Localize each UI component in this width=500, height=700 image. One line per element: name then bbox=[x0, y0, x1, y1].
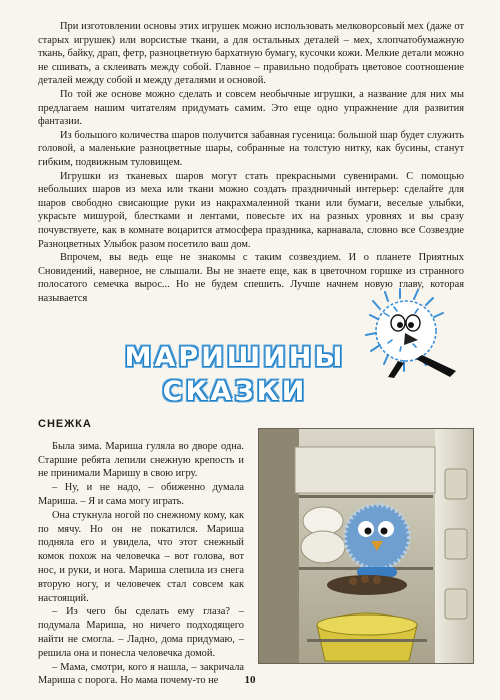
story-heading: СНЕЖКА bbox=[38, 418, 92, 430]
intro-paragraph: Из большого количества шаров получится забавная гусеница: большой шар будет служить головой, а маленькие разноцветные шары, собранные на толстую нитку, как бусины, станут гибким, подвижным туловищем. bbox=[38, 129, 464, 168]
story-paragraph: – Мама, смотри, кого я нашла, – закричала Мариша с порога. Но мама почему-то не bbox=[38, 661, 244, 687]
story-paragraph: – Ну, и не надо, – обиженно думала Мариша. – Я и сама могу играть. bbox=[38, 482, 244, 507]
mascot-feet bbox=[416, 355, 456, 377]
title-line-2: СКАЗКИ bbox=[162, 376, 308, 407]
intro-paragraph: Впрочем, вы ведь еще не знакомы с таким созвездием. И о планете Приятных Сновидений, наверное, не слышали. Вы не знаете еще, как в цветочном горшке из странного полосатого семечка вырос... Но не будем спешить. Лучше начнем новую главу, которая называется bbox=[38, 252, 464, 304]
title-line-1: МАРИШИНЫ bbox=[124, 342, 346, 373]
intro-paragraph: Игрушки из тканевых шаров могут стать прекрасными сувенирами. С помощью небольших шаров из меха или ткани можно создать праздничный интерьер: сделайте для шаров свободно свисающие руки из накрахмаленной ткани или бумаги, веселые улыбки, украсьте мишурой, блестками и лентами, повесьте их на разных уровнях и вы сразу почувствуете, как в комнате воцарится атмосфера праздника, карнавала, словно все Созвездие Разноцветных Улыбок разом посетило ваш дом. bbox=[38, 170, 464, 250]
intro-paragraph: По той же основе можно сделать и совсем необычные игрушки, а название для них мы предлагаем нашим читателям придумать самим. Это еще одно упражнение для развития фантазии. bbox=[38, 88, 464, 128]
fridge-photo bbox=[258, 428, 474, 664]
fridge-photo-illustration bbox=[259, 429, 473, 663]
story-paragraph: – Из чего бы сделать ему глаза? – подумала Мариша, но ничего подходящего найти не смогла. – Ладно, дома придумаю, – решила она и понесла человечка домой. bbox=[38, 606, 244, 659]
intro-paragraph: При изготовлении основы этих игрушек можно использовать мелковорсовый мех (даже от старых игрушек) или ворсистые ткани, а для остальных деталей – мех, хлопчатобумажную ткань, байку, драп, фетр, разноцветную бархатную бумагу, кусочки кожи. Мелкие детали можно не сшивать, а склеивать между собой. Главное – правильно подобрать цветовое соотношение деталей между собой и между деталями и основой. bbox=[38, 21, 464, 87]
story-paragraph: Она стукнула ногой по снежному кому, как по мячу. Но он не покатился. Мариша подняла его и увидела, что этот снежный комок похож на человечка – вот голова, вот нос, и руки, и нога. Мариша слепила из снега вторую ногу, и человечек стал совсем как настоящий. bbox=[38, 509, 244, 604]
intro-text bbox=[38, 20, 464, 305]
story-column bbox=[38, 418, 244, 688]
chapter-title bbox=[90, 342, 380, 412]
story-paragraph: Была зима. Мариша гуляла во дворе одна. Старшие ребята лепили снежную крепость и не принимали Маришу в свою игру. bbox=[38, 440, 244, 480]
page-number: 10 bbox=[244, 674, 256, 686]
